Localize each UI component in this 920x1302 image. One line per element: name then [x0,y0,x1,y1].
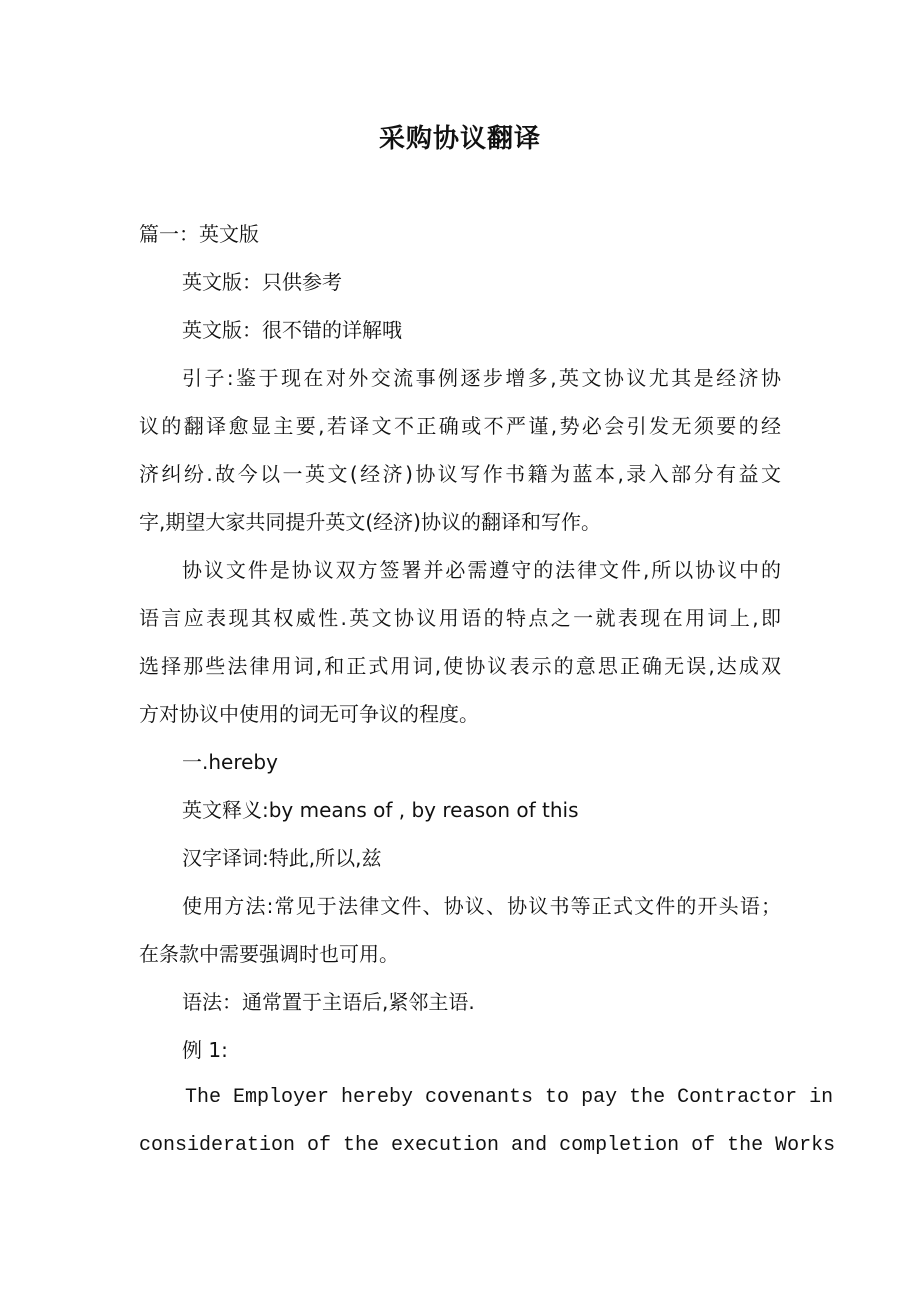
paragraph-line: 英文释义:by means of , by reason of this [182,798,579,822]
term-heading: 一.hereby [182,750,278,774]
paragraph-line: 语言应表现其权威性.英文协议用语的特点之一就表现在用词上,即 [139,606,781,630]
paragraph-line: 字,期望大家共同提升英文(经济)协议的翻译和写作。 [139,510,601,534]
paragraph-line: 方对协议中使用的词无可争议的程度。 [139,702,479,726]
document-body [139,214,836,1174]
document-title: 采购协议翻译 [378,124,541,154]
example-line: consideration of the execution and completion of the Works [139,1134,836,1157]
paragraph-line: 议的翻译愈显主要,若译文不正确或不严谨,势必会引发无须要的经 [139,414,781,438]
paragraph-line: 选择那些法律用词,和正式用词,使协议表示的意思正确无误,达成双 [139,654,781,678]
paragraph-line: 协议文件是协议双方签署并必需遵守的法律文件,所以协议中的 [182,558,781,582]
section-heading: 篇一：英文版 [139,222,259,246]
example-line: The Employer hereby covenants to pay the Contractor in [185,1086,834,1109]
paragraph-line: 在条款中需要强调时也可用。 [139,942,399,966]
paragraph-line: 英文版：只供参考 [182,270,342,294]
paragraph-line: 济纠纷.故今以一英文(经济)协议写作书籍为蓝本,录入部分有益文 [139,462,781,486]
paragraph-line: 使用方法:常见于法律文件、协议、协议书等正式文件的开头语； [182,894,781,918]
paragraph-line: 引子:鉴于现在对外交流事例逐步增多,英文协议尤其是经济协 [182,366,781,390]
paragraph-line: 汉字译词:特此,所以,兹 [182,846,382,870]
paragraph-line: 英文版：很不错的详解哦 [182,318,402,342]
example-label: 例 1: [182,1038,228,1062]
paragraph-line: 语法：通常置于主语后,紧邻主语. [182,990,475,1014]
